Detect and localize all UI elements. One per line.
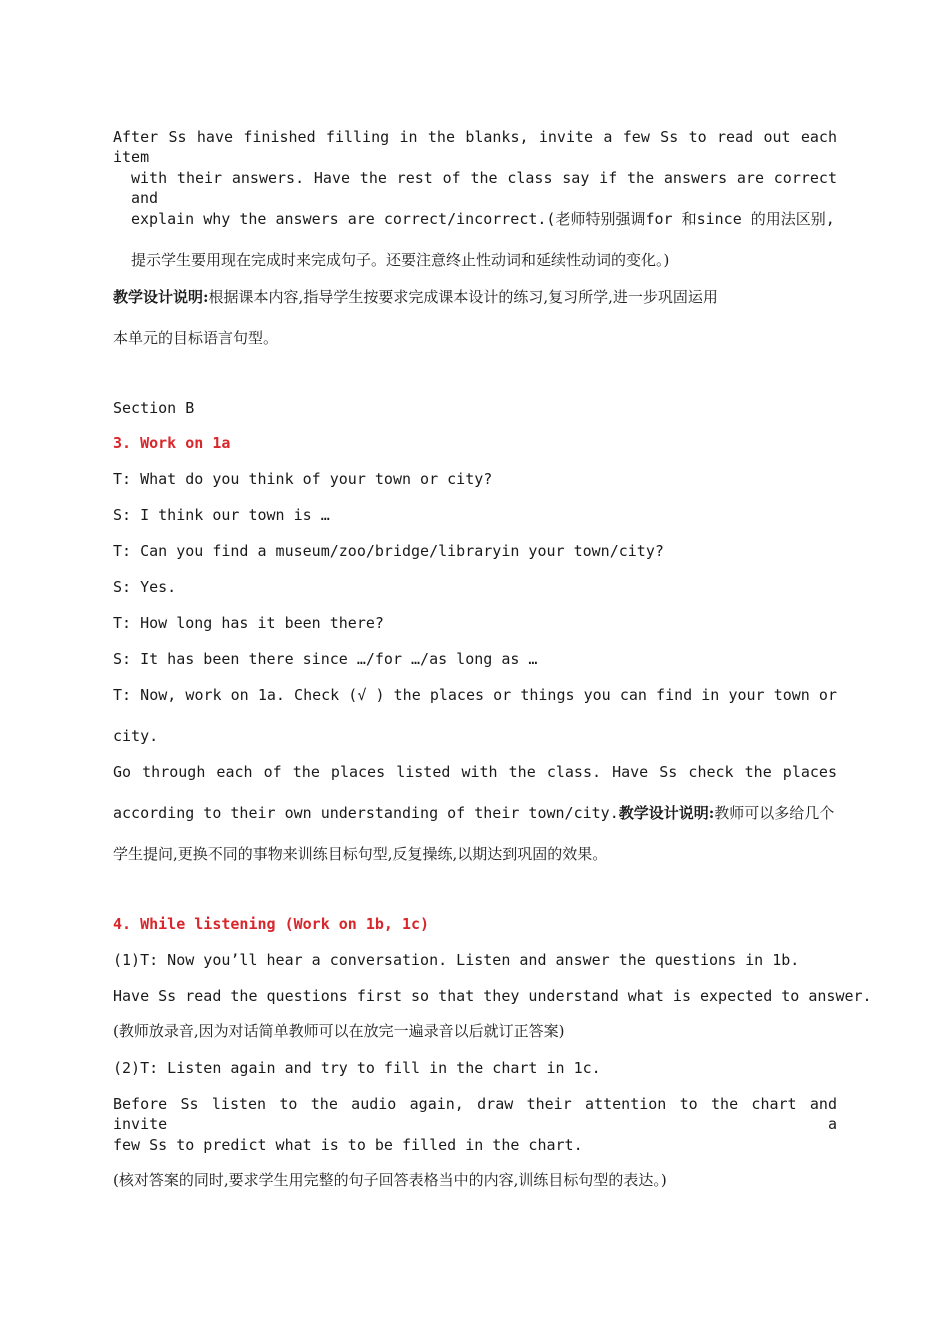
design-note <box>113 287 837 307</box>
step-heading: 4. While listening (Work on 1b, 1c) <box>113 915 430 933</box>
dialogue-line: city. <box>113 727 159 745</box>
design-note-label: 教学设计说明: <box>618 804 715 822</box>
dialogue-line: S: It has been there since …/for …/as long as … <box>113 650 538 668</box>
paragraph-line: Before Ss listen to the audio again, draw their attention to the chart and invite a <box>113 1095 837 1133</box>
paragraph-line: with their answers. Have the rest of the class say if the answers are correct and <box>131 169 837 207</box>
paragraph-line <box>113 803 837 823</box>
dialogue-line: T: How long has it been there? <box>113 614 384 632</box>
paragraph-line: few Ss to predict what is to be filled in the chart. <box>113 1136 583 1154</box>
dialogue-line: T: What do you think of your town or city? <box>113 470 493 488</box>
paragraph-line: (核对答案的同时,要求学生用完整的句子回答表格当中的内容,训练目标句型的表达。) <box>113 1171 667 1189</box>
design-note-text: 教师可以多给几个 <box>714 804 835 822</box>
dialogue-line: S: Yes. <box>113 578 177 596</box>
design-note-label: 教学设计说明: <box>113 288 209 306</box>
step-heading: 3. Work on 1a <box>113 434 231 452</box>
paragraph-line: Have Ss read the questions first so that they understand what is expected to answer. <box>113 987 872 1005</box>
paragraph-line: 提示学生要用现在完成时来完成句子。还要注意终止性动词和延续性动词的变化。) <box>131 251 670 269</box>
paragraph-line: (2)T: Listen again and try to fill in the chart in 1c. <box>113 1059 601 1077</box>
design-note-line: 本单元的目标语言句型。 <box>113 329 279 347</box>
paragraph-line: Go through each of the places listed with the class. Have Ss check the places <box>113 763 837 781</box>
dialogue-line: S: I think our town is … <box>113 506 330 524</box>
paragraph-line: 学生提问,更换不同的事物来训练目标句型,反复操练,以期达到巩固的效果。 <box>113 845 608 863</box>
design-note-text: 根据课本内容,指导学生按要求完成课本设计的练习,复习所学,进一步巩固运用 <box>208 288 718 306</box>
paragraph-line: (1)T: Now you’ll hear a conversation. Listen and answer the questions in 1b. <box>113 951 800 969</box>
section-heading: Section B <box>113 399 195 417</box>
paragraph-line: explain why the answers are correct/incorrect.(老师特别强调for 和since 的用法区别, <box>131 210 835 228</box>
paragraph-line: (教师放录音,因为对话简单教师可以在放完一遍录音以后就订正答案) <box>113 1022 565 1040</box>
paragraph-text: according to their own understanding of their town/city. <box>113 804 619 822</box>
dialogue-line: T: Can you find a museum/zoo/bridge/libraryin your town/city? <box>113 542 664 560</box>
dialogue-line: T: Now, work on 1a. Check (√ ) the places or things you can find in your town or <box>113 686 837 704</box>
paragraph-line: After Ss have finished filling in the blanks, invite a few Ss to read out each item <box>113 128 837 166</box>
